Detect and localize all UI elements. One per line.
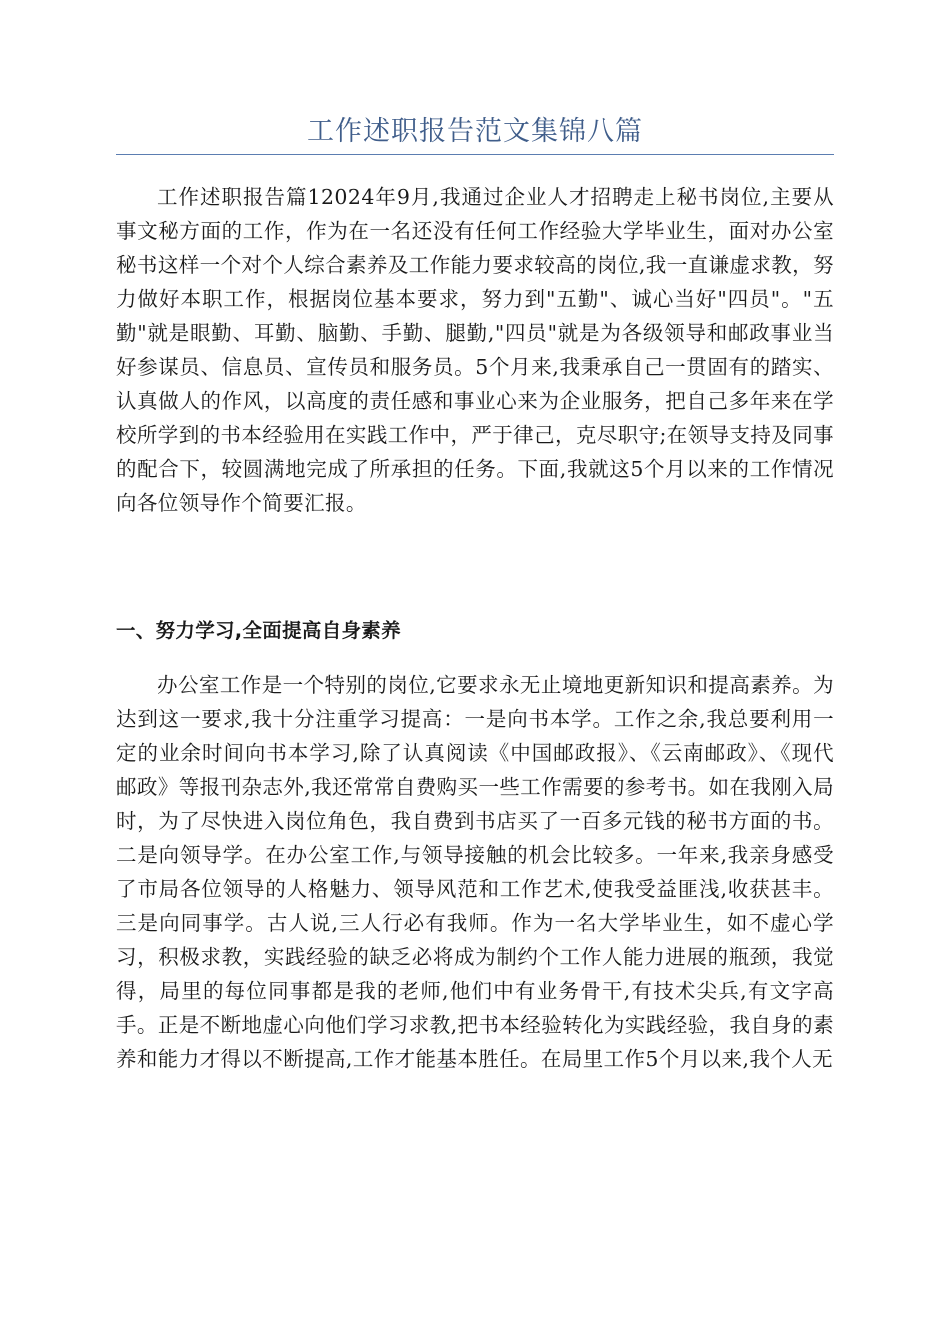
section-heading-1: 一、努力学习,全面提高自身素养 [116,619,401,642]
document-title: 工作述职报告范文集锦八篇 [307,116,643,147]
body-paragraph-2: 办公室工作是一个特别的岗位,它要求永无止境地更新知识和提高素养。为达到这一要求,我十分注重学习提高：一是向书本学。工作之余,我总要利用一定的业余时间向书本学习,除了认真阅读《中国邮政报》、《云南邮政》、《现代邮政》等报刊杂志外,我还常常自费购买一些工作需要的参考书。如在我刚入局时，为了尽快进入岗位角色，我自费到书店买了一百多元钱的秘书方面的书。二是向领导学。在办公室工作,与领导接触的机会比较多。一年来,我亲身感受了市局各位领导的人格魅力、领导风范和工作艺术,使我受益匪浅,收获甚丰。三是向同事学。古人说,三人行必有我师。作为一名大学毕业生，如不虚心学习，积极求教，实践经验的缺乏必将成为制约个工作人能力进展的瓶颈，我觉得，局里的每位同事都是我的老师,他们中有业务骨干,有技术尖兵,有文字高手。正是不断地虚心向他们学习求教,把书本经验转化为实践经验，我自身的素养和能力才得以不断提高,工作才能基本胜任。在局里工作5个月以来,我个人无 [116,673,834,1071]
body-paragraph-1: 工作述职报告篇12024年9月,我通过企业人才招聘走上秘书岗位,主要从事文秘方面的工作，作为在一名还没有任何工作经验大学毕业生，面对办公室秘书这样一个对个人综合素养及工作能力要求较高的岗位,我一直谦虚求教，努力做好本职工作，根据岗位基本要求，努力到"五勤"、诚心当好"四员"。"五勤"就是眼勤、耳勤、脑勤、手勤、腿勤,"四员"就是为各级领导和邮政事业当好参谋员、信息员、宣传员和服务员。5个月来,我秉承自己一贯固有的踏实、认真做人的作风，以高度的责任感和事业心来为企业服务，把自己多年来在学校所学到的书本经验用在实践工作中，严于律己，克尽职守;在领导支持及同事的配合下，较圆满地完成了所承担的任务。下面,我就这5个月以来的工作情况向各位领导作个简要汇报。 [116,185,834,515]
title-underline [116,154,834,155]
